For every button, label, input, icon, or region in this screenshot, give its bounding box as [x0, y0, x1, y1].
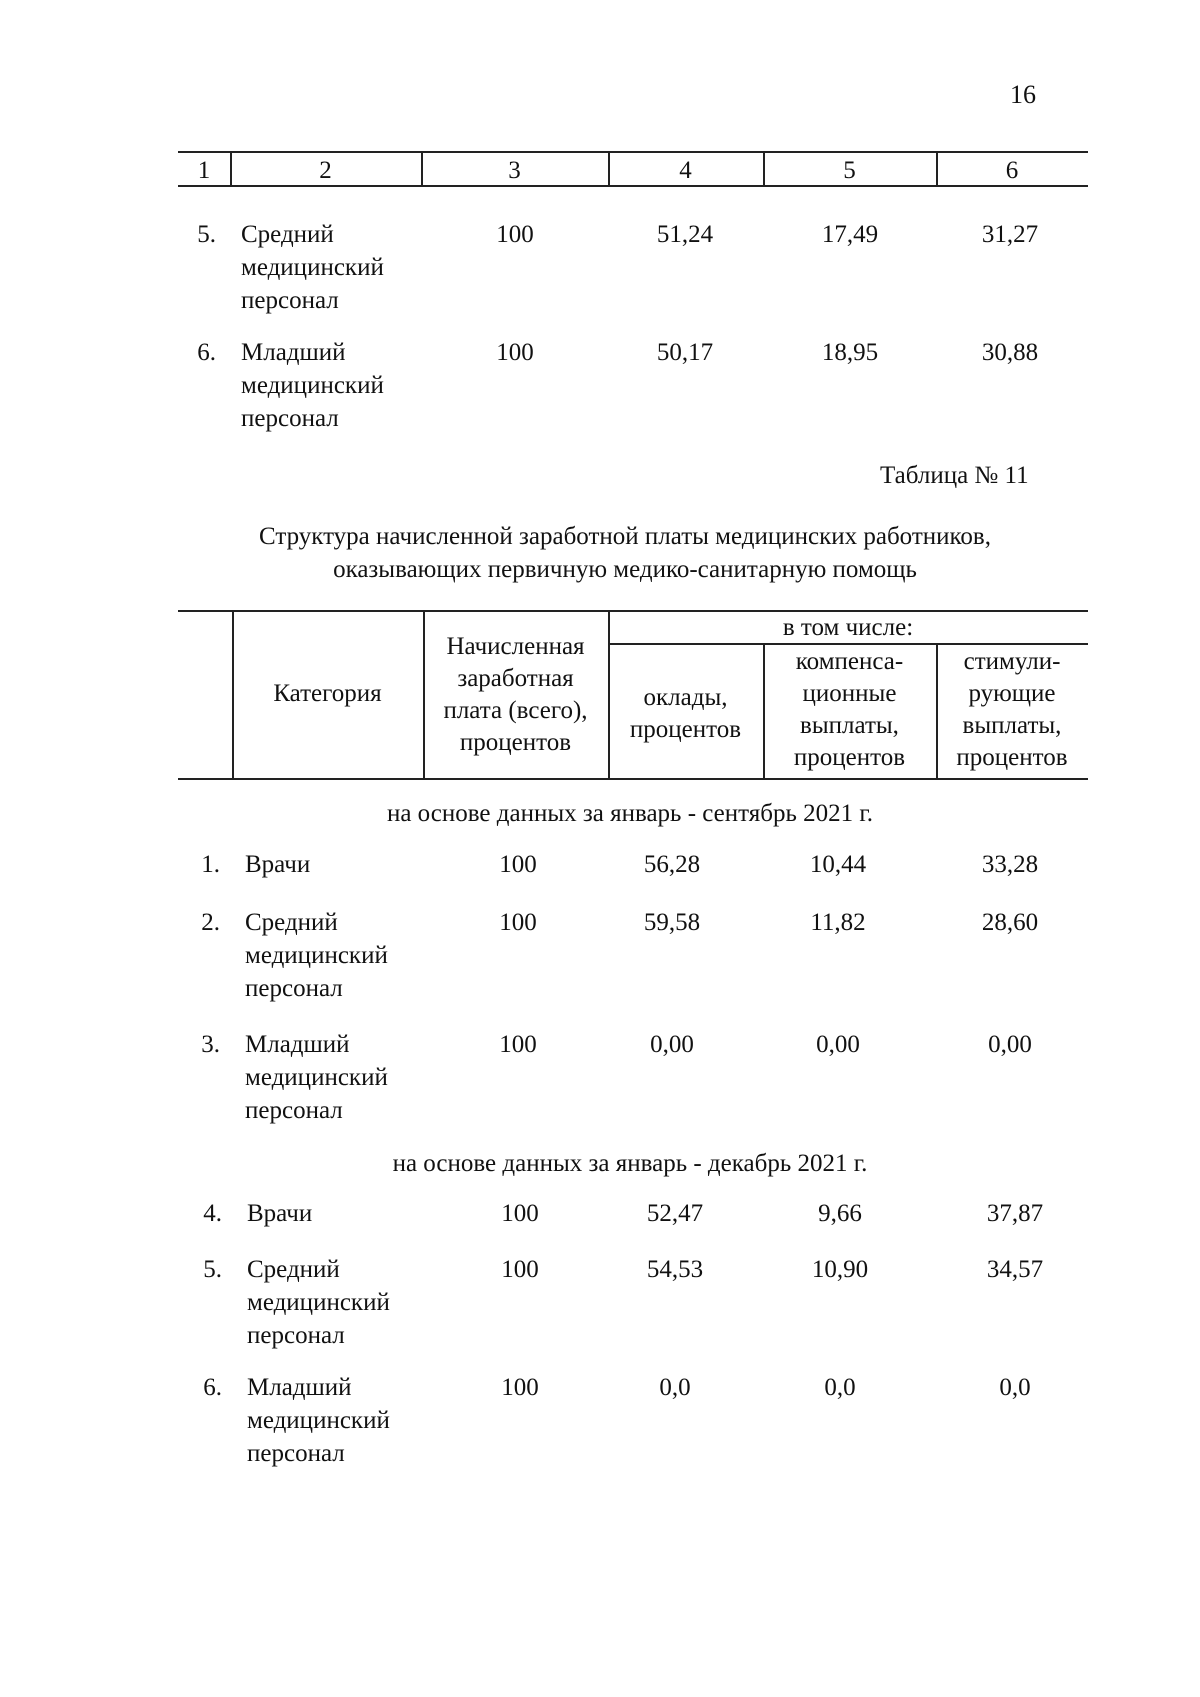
salary-value: 54,53 [646, 1256, 704, 1283]
compensation-value: 17,49 [821, 221, 879, 248]
row-number: 6. [197, 339, 216, 366]
total-value: 100 [501, 1374, 539, 1401]
column-number: 3 [508, 157, 521, 184]
row-number: 4. [203, 1200, 222, 1227]
table-number: Таблица № 11 [880, 462, 1029, 489]
compensation-value: 10,44 [809, 851, 867, 878]
row-number: 2. [201, 909, 220, 936]
header-bottom-rule [178, 185, 1088, 187]
stimulating-value: 37,87 [986, 1200, 1044, 1227]
total-value: 100 [496, 339, 534, 366]
salary-value: 56,28 [643, 851, 701, 878]
column-number: 4 [679, 157, 692, 184]
compensation-value: 9,66 [818, 1200, 862, 1227]
header-group: в том числе: [782, 614, 914, 641]
salary-value: 0,00 [650, 1031, 694, 1058]
total-value: 100 [499, 909, 537, 936]
compensation-value: 10,90 [811, 1256, 869, 1283]
row-category: Средний медицинский персонал [245, 909, 388, 1002]
salary-value: 59,58 [643, 909, 701, 936]
row-category: Младший медицинский персонал [247, 1374, 390, 1467]
total-value: 100 [499, 1031, 537, 1058]
column-number: 5 [843, 157, 856, 184]
row-number: 1. [201, 851, 220, 878]
row-category: Врачи [245, 851, 311, 878]
row-number: 5. [203, 1256, 222, 1283]
stimulating-value: 30,88 [981, 339, 1039, 366]
row-category: Средний медицинский персонал [247, 1256, 390, 1349]
salary-value: 51,24 [656, 221, 714, 248]
row-category: Врачи [247, 1200, 313, 1227]
header-salary: оклады, процентов [629, 684, 742, 743]
section-label: на основе данных за январь - декабрь 2021 г. [392, 1150, 868, 1177]
salary-value: 50,17 [656, 339, 714, 366]
header-category: Категория [273, 680, 382, 707]
salary-value: 0,0 [659, 1374, 691, 1401]
header-total: Начисленная заработная плата (всего), процентов [443, 633, 588, 756]
total-value: 100 [501, 1200, 539, 1227]
column-number: 1 [197, 157, 211, 184]
header-bottom-rule [178, 778, 1088, 780]
stimulating-value: 33,28 [981, 851, 1039, 878]
stimulating-value: 0,0 [999, 1374, 1031, 1401]
table-title: Структура начисленной заработной платы медицинских работников, оказывающих первичную медико-санитарную помощь [259, 523, 991, 583]
compensation-value: 18,95 [821, 339, 879, 366]
compensation-value: 0,0 [824, 1374, 856, 1401]
row-number: 5. [197, 221, 216, 248]
row-number: 3. [201, 1031, 220, 1058]
total-value: 100 [501, 1256, 539, 1283]
compensation-value: 11,82 [810, 909, 866, 936]
total-value: 100 [499, 851, 537, 878]
row-category: Младший медицинский персонал [241, 339, 384, 432]
compensation-value: 0,00 [816, 1031, 860, 1058]
salary-value: 52,47 [646, 1200, 704, 1227]
section-label: на основе данных за январь - сентябрь 2021 г. [386, 800, 874, 827]
stimulating-value: 34,57 [986, 1256, 1044, 1283]
stimulating-value: 0,00 [988, 1031, 1032, 1058]
row-category: Средний медицинский персонал [241, 221, 384, 314]
header-top-rule [178, 151, 1088, 153]
stimulating-value: 31,27 [981, 221, 1039, 248]
total-value: 100 [496, 221, 534, 248]
column-number: 6 [1005, 157, 1019, 184]
column-number: 2 [319, 157, 332, 184]
stimulating-value: 28,60 [981, 909, 1039, 936]
header-stimulating: стимули- рующие выплаты, процентов [956, 648, 1068, 771]
row-category: Младший медицинский персонал [245, 1031, 388, 1124]
page-number: 16 [1010, 80, 1036, 109]
row-number: 6. [203, 1374, 222, 1401]
header-compensation: компенса- ционные выплаты, процентов [793, 648, 906, 771]
